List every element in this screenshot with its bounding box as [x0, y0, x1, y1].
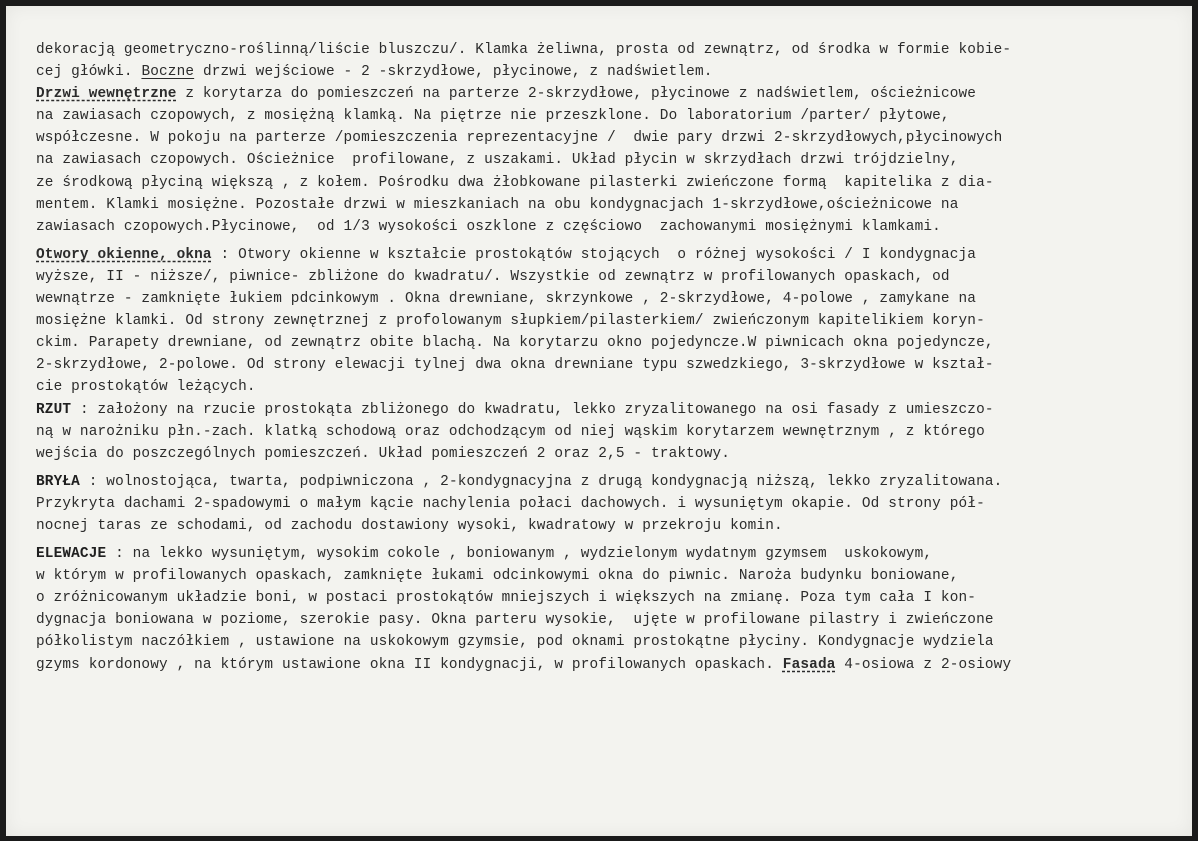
text-line: Przykryta dachami 2-spadowymi o małym kącie nachylenia połaci dachowych. i wysuniętym okapie. Od strony pół-	[36, 495, 985, 512]
text-line: zawiasach czopowych.Płycinowe, od 1/3 wysokości oszklone z częściowo zachowanymi mosiężnymi klamkami.	[36, 218, 941, 235]
text-line: mosiężne klamki. Od strony zewnętrznej z profolowanym słupkiem/pilasterkiem/ zwieńczonym kapitelikiem koryn-	[36, 313, 985, 330]
scanned-page	[6, 6, 1192, 836]
text-fragment: gzyms kordonowy , na którym ustawione okna II kondygnacji, w profilowanych opaskach.	[36, 656, 783, 673]
text-fragment: : wolnostojąca, twarta, podpiwniczona , 2-kondygnacyjna z drugą kondygnacją niższą, lekko zryzalitowana.	[79, 473, 1003, 490]
text-line	[36, 61, 1196, 83]
text-line	[36, 83, 1196, 105]
text-line: ze środkową płyciną większą , z kołem. Pośrodku dwa żłobkowane pilasterki zwieńczone formą kapitelika z dia-	[36, 174, 994, 191]
text-line: półkolistym naczółkiem , ustawione na uskokowym gzymsie, pod oknami prostokątne płyciny. Kondygnacje wydziela	[36, 634, 994, 651]
text-line	[36, 244, 1196, 266]
text-fragment: : założony na rzucie prostokąta zbliżonego do kwadratu, lekko zryzalitowanego na osi fasady z umieszczo-	[71, 401, 994, 418]
heading-rzut: RZUT	[36, 401, 72, 418]
text-fragment: cej główki.	[36, 64, 142, 81]
text-line: na zawiasach czopowych, z mosiężną klamką. Na piętrze nie przeszklone. Do laboratorium /parter/ płytowe,	[36, 108, 950, 125]
text-line	[36, 543, 1196, 565]
text-line	[36, 471, 1196, 493]
text-line: o zróżnicowanym układzie boni, w postaci prostokątów mniejszych i większych na zmianę. Poza tym cała I kon-	[36, 590, 977, 607]
text-fragment: 4-osiowa z 2-osiowy	[835, 656, 1012, 673]
text-line: mentem. Klamki mosiężne. Pozostałe drzwi w mieszkaniach na obu kondygnacjach 1-skrzydłowe,ościeżnicowe na	[36, 196, 959, 213]
heading-drzwi-wewnetrzne: Drzwi wewnętrzne	[36, 86, 177, 103]
text-fragment: : Otwory okienne w kształcie prostokątów stojących o różnej wysokości / I kondygnacja	[211, 246, 977, 263]
text-line: 2-skrzydłowe, 2-polowe. Od strony elewacji tylnej dwa okna drewniane typu szwedzkiego, 3-skrzydłowe w kształ-	[36, 357, 994, 374]
text-fragment: z korytarza do pomieszczeń na parterze 2-skrzydłowe, płycinowe z nadświetlem, ościeżnicowe	[176, 86, 977, 103]
heading-boczne: Boczne	[141, 64, 195, 81]
text-line	[36, 399, 1196, 421]
text-line	[36, 654, 1196, 676]
text-line: wewnątrze - zamknięte łukiem pdcinkowym . Okna drewniane, skrzynkowe , 2-skrzydłowe, 4-polowe , zamykane na	[36, 291, 977, 308]
typewritten-text-body	[36, 39, 1196, 676]
text-fragment: drzwi wejściowe - 2 -skrzydłowe, płycinowe, z nadświetlem.	[194, 64, 713, 81]
text-line: wyższe, II - niższe/, piwnice- zbliżone do kwadratu/. Wszystkie od zewnątrz w profilowanych opaskach, od	[36, 268, 950, 285]
heading-otwory-okienne: Otwory okienne, okna	[36, 246, 212, 263]
heading-elewacje: ELEWACJE	[36, 546, 107, 563]
text-line: nocnej taras ze schodami, od zachodu dostawiony wysoki, kwadratowy w przekroju komin.	[36, 517, 783, 534]
text-line: ną w narożniku płn.-zach. klatką schodową oraz odchodzącym od niej wąskim korytarzem wewnętrznym , z którego	[36, 423, 985, 440]
text-fragment: : na lekko wysuniętym, wysokim cokole , boniowanym , wydzielonym wydatnym gzymsem uskokowym,	[106, 546, 933, 563]
text-line: ckim. Parapety drewniane, od zewnątrz obite blachą. Na korytarzu okno pojedyncze.W piwnicach okna pojedyncze,	[36, 335, 994, 352]
text-line: współczesne. W pokoju na parterze /pomieszczenia reprezentacyjne / dwie pary drzwi 2-skrzydłowych,płycinowych	[36, 130, 1003, 147]
text-line: na zawiasach czopowych. Ościeżnice profilowane, z uszakami. Układ płycin w skrzydłach drzwi trójdzielny,	[36, 152, 959, 169]
text-line: w którym w profilowanych opaskach, zamknięte łukami odcinkowymi okna do piwnic. Naroża budynku boniowane,	[36, 568, 959, 585]
heading-bryla: BRYŁA	[36, 473, 80, 490]
text-line: dekoracją geometryczno-roślinną/liście bluszczu/. Klamka żeliwna, prosta od zewnątrz, od środka w formie kobie-	[36, 42, 1012, 58]
text-line: wejścia do poszczególnych pomieszczeń. Układ pomieszczeń 2 oraz 2,5 - traktowy.	[36, 445, 731, 462]
heading-fasada: Fasada	[782, 656, 836, 673]
text-line: cie prostokątów leżących.	[36, 379, 256, 396]
text-line: dygnacja boniowana w poziome, szerokie pasy. Okna parteru wysokie, ujęte w profilowane pilastry i zwieńczone	[36, 612, 994, 629]
